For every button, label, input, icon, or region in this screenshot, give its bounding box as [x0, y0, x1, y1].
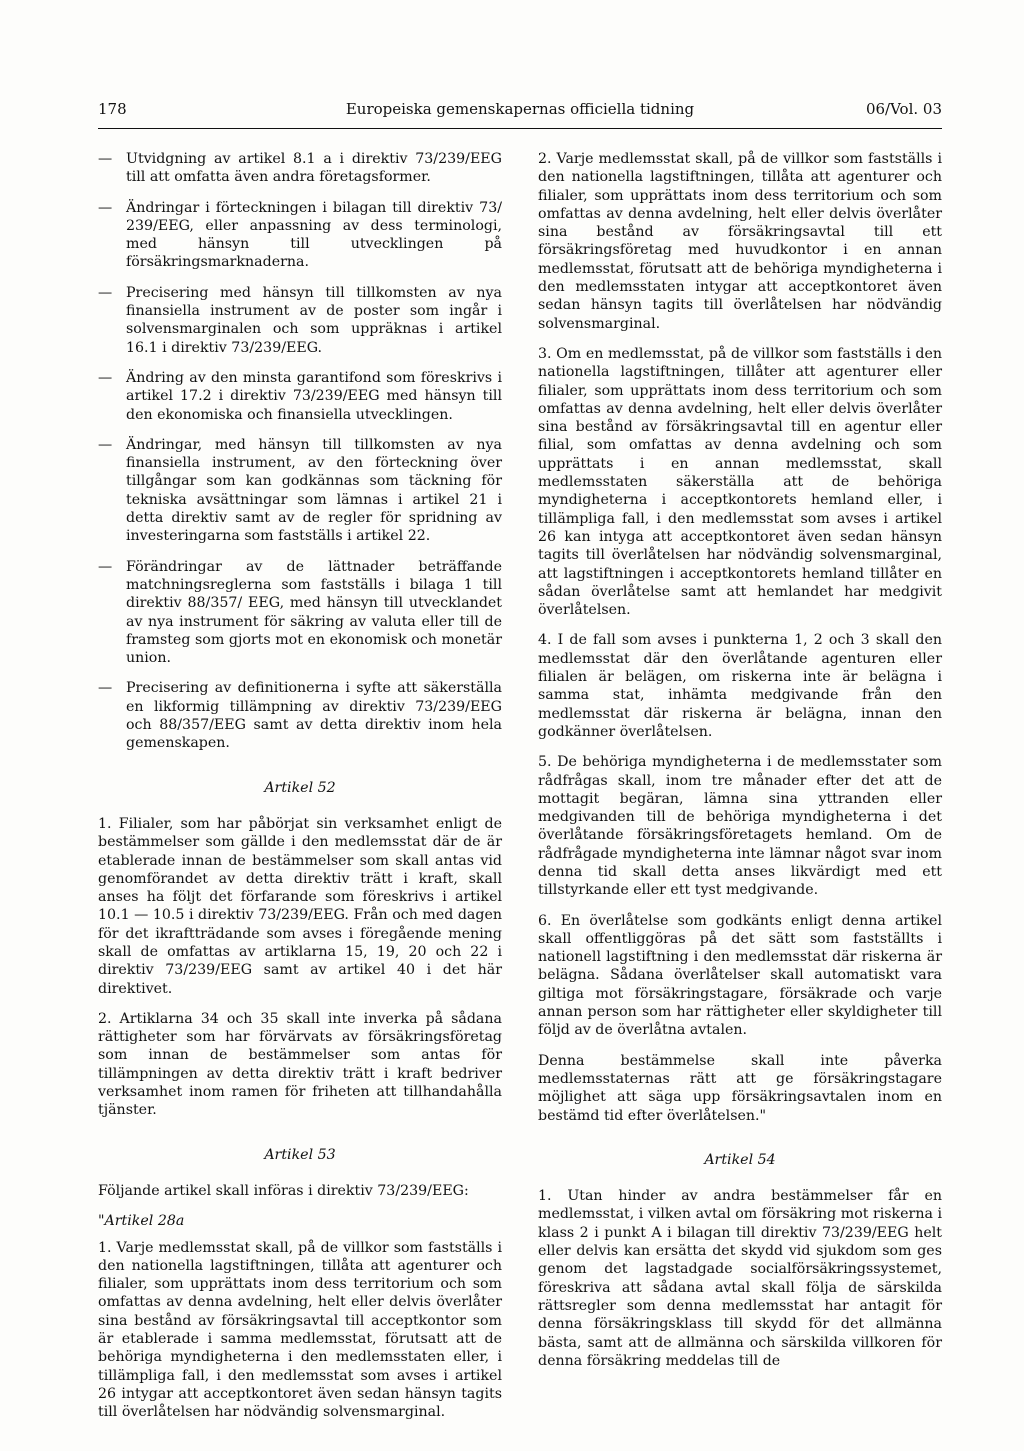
list-item: [98, 679, 502, 752]
dash-marker: —: [98, 680, 113, 697]
page-number: 178: [98, 100, 127, 118]
article-52-paragraph-1: 1. Filialer, som har påbörjat sin verksamhet enligt de bestämmelser som gällde i den medlemsstat där de är etablerade innan de bestämmelser som skall antas vid genomförandet av detta direktiv trätt i kraft, skall anses ha följt det förfarande som föreskrivs i artikel 10.1 — 10.5 i direktiv 73/239/EEG. Från och med dagen för det ikraftträdande som avses i föregående mening skall de omfattas av artiklarna 15, 19, 20 och 22 i direktiv 73/239/EEG samt av artikel 40 i det här direktivet.: [98, 815, 502, 997]
dash-marker: —: [98, 436, 113, 453]
article-28a-paragraph-5: 5. De behöriga myndigheterna i de medlemsstater som rådfrågas skall, inom tre månader efter det att de mottagit begäran, lämna sina yttranden eller medgivanden till de behöriga myndigheterna i det överlåtande försäkringsföretagets hemland. Om de rådfrågade myndigheterna inte lämnar något svar inom denna tid skall detta anses likvärdigt med ett tillstyrkande eller ett tyst medgivande.: [538, 754, 942, 899]
list-item-text: Precisering av definitionerna i syfte att säkerställa en likformig tillämpning av direktiv 73/239/EEG och 88/357/EEG samt av detta direktiv inom hela gemenskapen.: [126, 680, 502, 752]
list-item: [98, 150, 502, 187]
volume-label: 06/Vol. 03: [865, 100, 942, 118]
article-28a-paragraph-1: 1. Varje medlemsstat skall, på de villkor som fastställs i den nationella lagstiftningen, tillåta att agenturer och filialer, som upprättats inom dess territorium och som omfattas av denna avdelning, helt eller delvis överlåter sina bestånd av försäkringsavtal till acceptkontor som är etablerade i samma medlemsstat, förutsatt att de behöriga myndigheterna i den medlemsstaten eller, i tillämpliga fall, i den medlemsstat som avses i artikel 26 intygar att acceptkontoret även sedan hänsyn tagits till överlåtelsen har nödvändig solvensmarginal.: [98, 1239, 502, 1421]
list-item-text: Ändringar i förteckningen i bilagan till direktiv 73/ 239/EEG, eller anpassning av dess terminologi, med hänsyn till utvecklingen på försäkringsmarknaderna.: [126, 199, 502, 271]
list-item: [98, 558, 502, 668]
dash-marker: —: [98, 151, 113, 167]
article-28a-paragraph-6: 6. En överlåtelse som godkänts enligt denna artikel skall offentliggöras på det sätt som fastställts i nationell lagstiftning i den medlemsstat där riskerna är belägna. Sådana överlåtelser skall automatiskt vara giltiga mot försäkringstagare, försäkrade och varje annan person som har rättigheter eller skyldigheter till följd av de överlåtna avtalen.: [538, 912, 942, 1039]
list-item-text: Ändring av den minsta garantifond som föreskrivs i artikel 17.2 i direktiv 73/239/EEG med hänsyn till den ekonomiska och finansiella utvecklingen.: [126, 369, 502, 423]
list-item: [98, 199, 502, 272]
article-52-paragraph-2: 2. Artiklarna 34 och 35 skall inte inverka på sådana rättigheter som har förvärvats av försäkringsföretag som innan de bestämmelser som antas för tillämpningen av detta direktiv trätt i kraft bedriver verksamhet inom ramen för friheten att tillhandahålla tjänster.: [98, 1010, 502, 1119]
article-54-heading: Artikel 54: [704, 1151, 776, 1168]
article-53-heading: Artikel 53: [264, 1146, 336, 1163]
list-item-text: Precisering med hänsyn till tillkomsten av nya finansiella instrument av de poster som ingår i solvensmarginalen och som uppräknas i artikel 16.1 i direktiv 73/239/EEG.: [126, 284, 502, 356]
page-header: [98, 100, 942, 126]
article-54-paragraph-1: 1. Utan hinder av andra bestämmelser får en medlemsstat, i vilken avtal om försäkring mot riskerna i klass 2 i punkt A i bilagan till direktiv 73/239/EEG helt eller delvis kan ersätta det skydd vid sjukdom som ges genom det lagstadgade socialförsäkringssystemet, föreskriva att sådana avtal skall följa de särskilda rättsregler som denna medlemsstat har antagit för denna försäkringsklass till skydd för det allmänna bästa, samt att de allmänna och särskilda villkoren för denna försäkring meddelas till de: [538, 1188, 942, 1369]
dash-marker: —: [98, 284, 113, 301]
right-column: [538, 150, 942, 1382]
list-item: [98, 284, 502, 357]
journal-title: Europeiska gemenskapernas officiella tidning: [345, 100, 695, 118]
list-item: [98, 436, 502, 546]
list-item-text: Förändringar av de lättnader beträffande matchningsreglerna som fastställs i bilaga 1 till direktiv 88/357/ EEG, med hänsyn till utvecklandet av nya instrument för säkring av valuta eller till de framsteg som gjorts mot en ekonomisk och monetär union.: [126, 558, 502, 667]
dash-marker: —: [98, 369, 113, 386]
list-item-text: Ändringar, med hänsyn till tillkomsten av nya finansiella instrument, av den förteckning över tillgångar som kan godkännas som täckning för tekniska avsättningar som lämnas i artikel 21 i detta direktiv samt av de regler för spridning av investeringarna som fastställs i artikel 22.: [126, 436, 502, 545]
header-rule: [98, 128, 942, 129]
article-53-intro: Följande artikel skall införas i direktiv 73/239/EEG:: [98, 1182, 469, 1199]
article-28a-heading: "Artikel 28a: [98, 1213, 185, 1230]
article-28a-paragraph-4: 4. I de fall som avses i punkterna 1, 2 och 3 skall den medlemsstat där den överlåtande agenturen eller filialen är belägen, om riskerna inte är belägna i samma stat, inhämta medgivande från den medlemsstat där riskerna är belägna, innan den godkänner överlåtelsen.: [538, 632, 942, 740]
dash-marker: —: [98, 199, 113, 216]
left-column: [98, 150, 502, 1434]
article-28a-paragraph-3: 3. Om en medlemsstat, på de villkor som fastställs i den nationella lagstiftningen, tillåter att agenturer eller filialer, som upprättats inom dess territorium och som omfattas av denna avdelning, helt eller delvis överlåter sina bestånd av försäkringsavtal till en agentur eller filial, som omfattas av denna avdelning och som upprättats i en annan medlemsstat, skall medlemsstaten säkerställa att de behöriga myndigheterna i acceptkontorets hemland eller, i tillämpliga fall, i den medlemsstat som avses i artikel 26 kan intyga att acceptkontoret även sedan hänsyn tagits till överlåtelsen har nödvändig solvensmarginal, att lagstiftningen i acceptkontorets hemland tillåter en sådan överlåtelse samt att hemlandet har medgivit överlåtelsen.: [538, 345, 942, 619]
dash-marker: —: [98, 558, 113, 575]
list-item-text: Utvidgning av artikel 8.1 a i direktiv 73/239/EEG till att omfatta även andra företagsformer.: [126, 151, 502, 186]
article-28a-paragraph-2: 2. Varje medlemsstat skall, på de villkor som fastställs i den nationella lagstiftningen, tillåta att agenturer och filialer, som upprättats inom dess territorium och som omfattas av denna avdelning, helt eller delvis överlåter sina bestånd av försäkringsavtal till ett försäkringsföretag med huvudkontor i en annan medlemsstat, förutsatt att de behöriga myndigheterna i den medlemsstaten intygar att acceptkontoret även sedan hänsyn tagits till överlåtelsen har nödvändig solvensmarginal.: [538, 151, 942, 332]
list-item: [98, 369, 502, 424]
article-28a-paragraph-7: Denna bestämmelse skall inte påverka medlemsstaternas rätt att ge försäkringstagare möjlighet att säga upp försäkringsavtalen inom en bestämd tid efter överlåtelsen.": [538, 1052, 942, 1124]
article-52-heading: Artikel 52: [264, 779, 336, 796]
